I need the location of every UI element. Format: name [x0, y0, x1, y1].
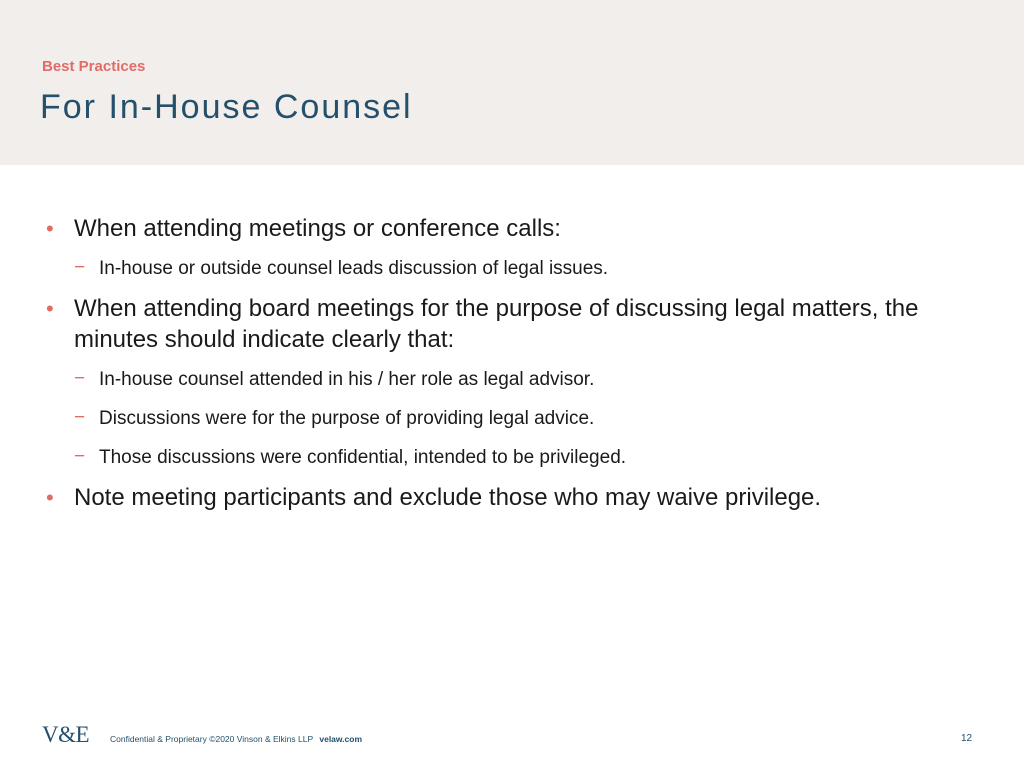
firm-logo: V&E — [42, 722, 90, 747]
bullet-marker: • — [46, 296, 54, 321]
sub-bullet-marker: − — [74, 407, 86, 428]
bullet-item: When attending meetings or conference calls: — [74, 215, 561, 242]
sub-bullet-marker: − — [74, 446, 86, 467]
sub-bullet-marker: − — [74, 257, 86, 278]
sub-bullet-item: In-house counsel attended in his / her role as legal advisor. — [99, 369, 595, 390]
header-band — [0, 0, 1024, 165]
bullet-marker: • — [46, 216, 54, 241]
slide-title: For In-House Counsel — [40, 88, 413, 126]
bullet-marker: • — [46, 485, 54, 510]
confidential-notice: Confidential & Proprietary ©2020 Vinson & Elkins LLP — [110, 734, 313, 744]
footer-notice — [110, 734, 362, 744]
sub-bullet-marker: − — [74, 368, 86, 389]
sub-bullet-item: Those discussions were confidential, intended to be privileged. — [99, 447, 627, 468]
page-number: 12 — [961, 733, 973, 744]
bullet-item: When attending board meetings for the purpose of discussing legal matters, the minutes should indicate clearly that: — [74, 295, 919, 353]
section-eyebrow: Best Practices — [42, 58, 146, 75]
website-link[interactable]: velaw.com — [319, 734, 363, 744]
bullet-item: Note meeting participants and exclude those who may waive privilege. — [74, 484, 822, 511]
sub-bullet-item: Discussions were for the purpose of providing legal advice. — [99, 408, 595, 429]
sub-bullet-item: In-house or outside counsel leads discussion of legal issues. — [99, 258, 609, 279]
